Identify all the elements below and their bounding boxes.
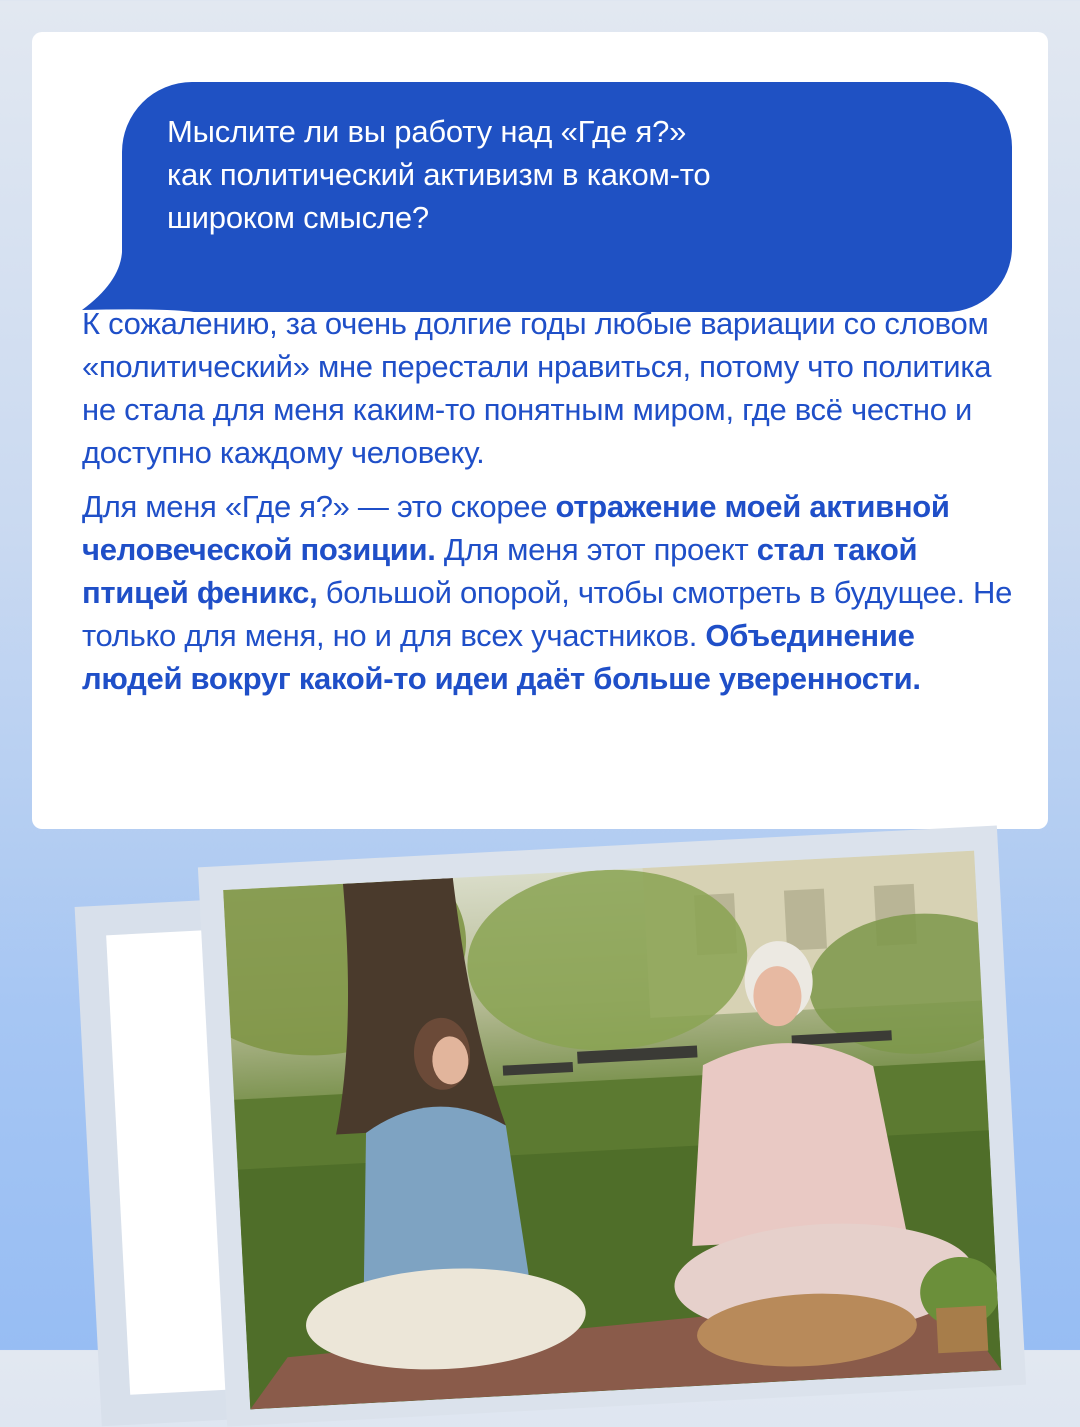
park-photo — [223, 851, 1001, 1410]
answer-paragraph-1: К сожалению, за очень долгие годы любые вариации со словом «политический» мне перестали нравиться, потому что политика не стала для меня каким-то понятным миром, где всё честно и доступно каждому человеку. — [82, 306, 992, 470]
answer-text-run: Для меня этот проект — [435, 532, 757, 567]
park-scene-illustration — [223, 851, 1001, 1410]
photo-frame — [198, 825, 1026, 1426]
question-line: как политический активизм в каком-то — [167, 157, 711, 192]
answer-bold-run: стал такой птицей феникс, — [82, 532, 918, 610]
question-text — [167, 110, 967, 239]
answer-text-run: большой опорой, чтобы смотреть в будущее. Не только для меня, но и для всех участников. — [82, 575, 1013, 653]
question-bubble — [82, 82, 1012, 312]
answer-paragraph-2 — [82, 485, 1022, 700]
answer-bold-run: Объединение людей вокруг какой-то идеи даёт больше уверенности. — [82, 618, 921, 696]
answer-text — [82, 302, 1022, 700]
answer-bold-run: отражение моей активной человеческой позиции. — [82, 489, 950, 567]
question-line: широком смысле? — [167, 200, 429, 235]
content-card — [32, 32, 1048, 829]
person-right — [682, 1037, 907, 1246]
bench — [503, 1062, 573, 1076]
answer-text-run: Для меня «Где я?» — это скорее — [82, 489, 556, 524]
person-left — [355, 1102, 529, 1283]
tree-trunk — [323, 876, 506, 1135]
question-line: Мыслите ли вы работу над «Где я?» — [167, 114, 687, 149]
